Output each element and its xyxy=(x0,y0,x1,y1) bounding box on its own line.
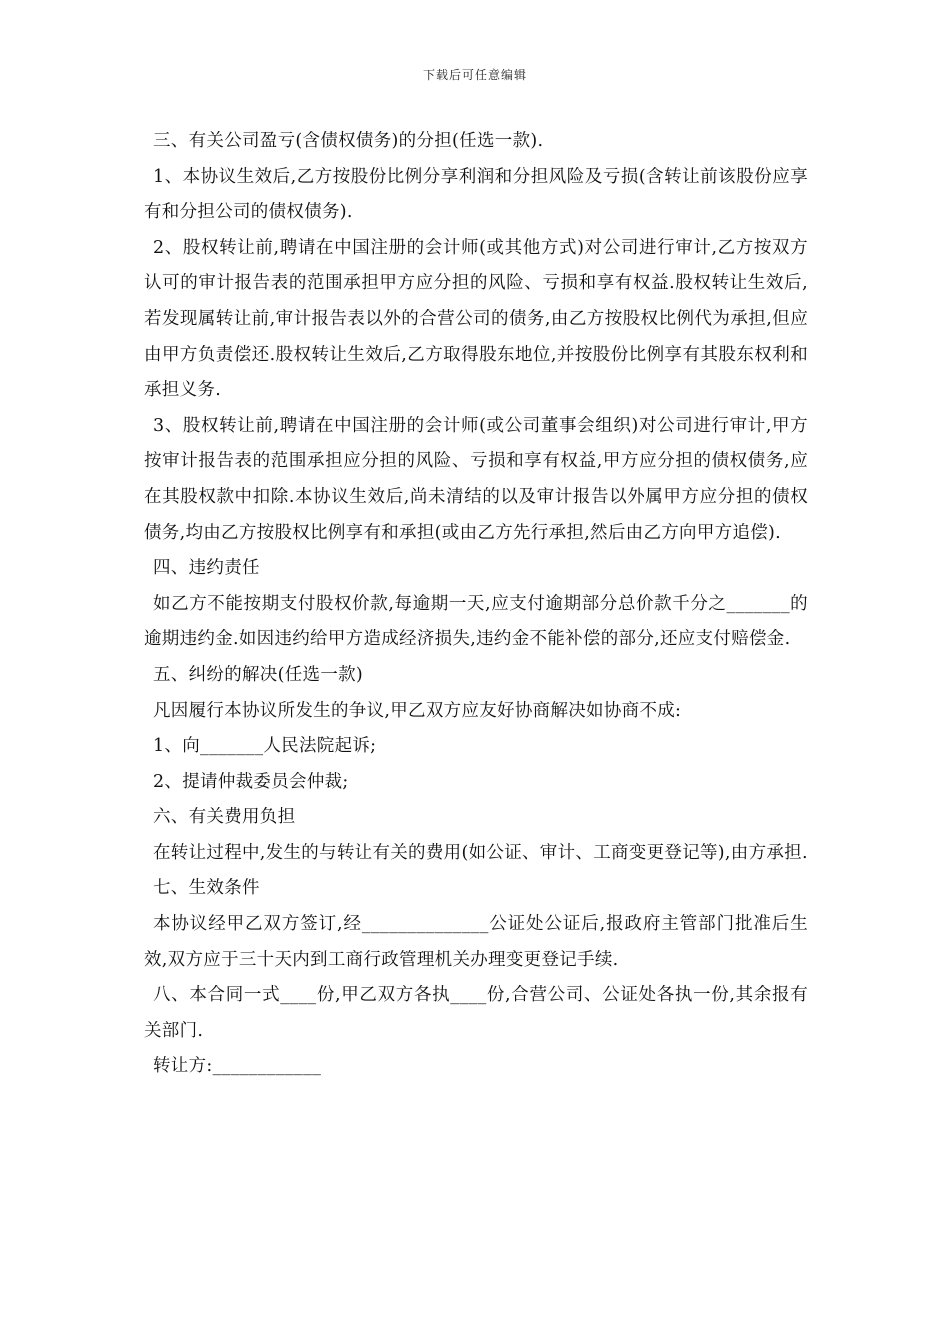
section-6-text: 在转让过程中,发生的与转让有关的费用(如公证、审计、工商变更登记等),由方承担. xyxy=(153,842,808,863)
header-note: 下载后可任意编辑 xyxy=(422,68,527,82)
section-5-text: 凡因履行本协议所发生的争议,甲乙双方应友好协商解决如协商不成: xyxy=(153,700,682,721)
section-3-heading: 三、有关公司盈亏(含债权债务)的分担(任选一款). xyxy=(153,131,544,151)
document-body xyxy=(144,124,808,1085)
section-7-text: 本协议经甲乙双方签订,经______________公证处公证后,报政府主管部门批准后生效,双方应于三十天内到工商行政管理机关办理变更登记手续. xyxy=(144,914,808,970)
section-4-heading: 四、违约责任 xyxy=(153,558,260,579)
section-3-clause-2: 2、股权转让前,聘请在中国注册的会计师(或其他方式)对公司进行审计,乙方按双方认可的审计报告表的范围承担甲方应分担的风险、亏损和享有权益.股权转让生效后,若发现属转让前,审计报告表以外的合营公司的债务,由乙方按股权比例代为承担,但应由甲方负责偿还.股权转让生效后,乙方取得股东地位,并按股份比例享有其股东权利和承担义务. xyxy=(144,237,808,401)
transferor-signature-line: 转让方:____________ xyxy=(153,1056,322,1077)
section-3-clause-1: 1、本协议生效后,乙方按股份比例分享利润和分担风险及亏损(含转让前该股份应享有和分担公司的债权债务). xyxy=(144,166,808,223)
section-4-text: 如乙方不能按期支付股权价款,每逾期一天,应支付逾期部分总价款千分之_______的逾期违约金.如因违约给甲方造成经济损失,违约金不能补偿的部分,还应支付赔偿金. xyxy=(144,593,808,650)
section-5-option-1: 1、向_______人民法院起诉; xyxy=(153,736,377,757)
section-5-option-2: 2、提请仲裁委员会仲裁; xyxy=(153,771,349,792)
section-5-heading: 五、纠纷的解决(任选一款) xyxy=(153,664,364,685)
section-7-heading: 七、生效条件 xyxy=(153,878,260,899)
section-8-text: 八、本合同一式____份,甲乙双方各执____份,合营公司、公证处各执一份,其余报有关部门. xyxy=(144,985,808,1041)
section-6-heading: 六、有关费用负担 xyxy=(153,807,296,828)
section-3-clause-3: 3、股权转让前,聘请在中国注册的会计师(或公司董事会组织)对公司进行审计,甲方按审计报告表的范围承担应分担的风险、亏损和享有权益,甲方应分担的债权债务,应在其股权款中扣除.本协议生效后,尚未清结的以及审计报告以外属甲方应分担的债权债务,均由乙方按股权比例享有和承担(或由乙方先行承担,然后由乙方向甲方追偿). xyxy=(144,415,808,543)
